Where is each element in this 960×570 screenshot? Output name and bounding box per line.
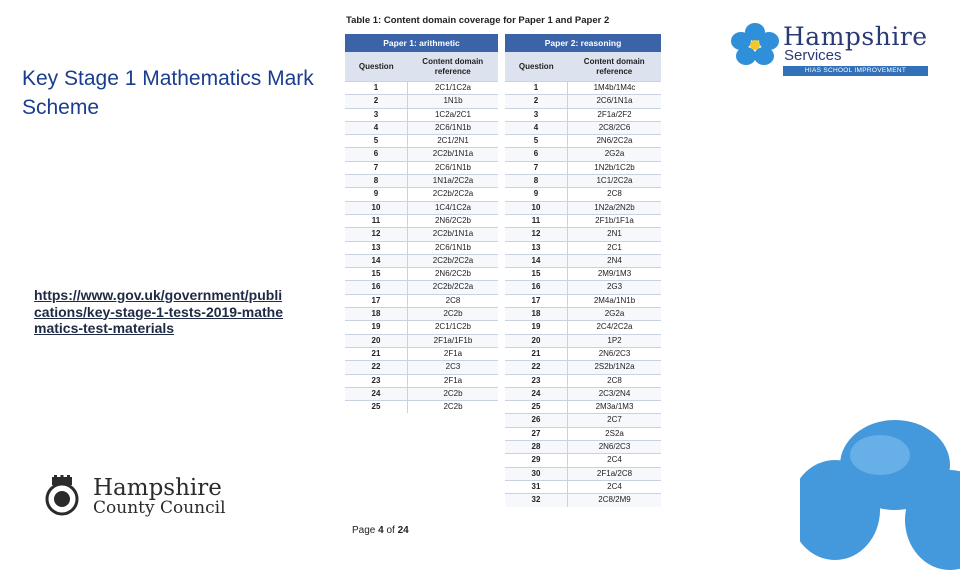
table-row bbox=[505, 281, 661, 294]
table-row bbox=[505, 454, 661, 467]
table-row bbox=[505, 494, 661, 507]
table-row bbox=[505, 361, 661, 374]
question-number: 16 bbox=[505, 281, 568, 294]
content-domain-reference: 2C6/1N1b bbox=[408, 161, 499, 174]
paper2-question-header: Question bbox=[505, 52, 568, 82]
table-row bbox=[505, 387, 661, 400]
question-number: 13 bbox=[505, 241, 568, 254]
content-domain-reference: 2N6/2C2a bbox=[568, 135, 662, 148]
table-row bbox=[345, 334, 498, 347]
question-number: 5 bbox=[345, 135, 408, 148]
table-row bbox=[505, 161, 661, 174]
content-domain-reference: 2C1/1C2a bbox=[408, 82, 499, 95]
content-domain-reference: 2M4a/1N1b bbox=[568, 294, 662, 307]
question-number: 11 bbox=[505, 214, 568, 227]
content-domain-reference: 2C2b bbox=[408, 387, 499, 400]
content-domain-reference: 2C2b/2C2a bbox=[408, 254, 499, 267]
question-number: 20 bbox=[505, 334, 568, 347]
question-number: 11 bbox=[345, 214, 408, 227]
paper1-caption: Paper 1: arithmetic bbox=[345, 34, 498, 52]
content-domain-reference: 2C8 bbox=[568, 374, 662, 387]
question-number: 6 bbox=[505, 148, 568, 161]
table-row bbox=[345, 308, 498, 321]
table-row bbox=[505, 441, 661, 454]
table-row bbox=[505, 414, 661, 427]
table-row bbox=[505, 148, 661, 161]
content-domain-reference: 1P2 bbox=[568, 334, 662, 347]
paper1-reference-header: Content domain reference bbox=[408, 52, 499, 82]
page-number bbox=[352, 525, 409, 536]
question-number: 19 bbox=[505, 321, 568, 334]
question-number: 17 bbox=[345, 294, 408, 307]
table-row bbox=[505, 427, 661, 440]
paper2-reference-header: Content domain reference bbox=[568, 52, 662, 82]
page-label: Page bbox=[352, 525, 376, 536]
question-number: 18 bbox=[345, 308, 408, 321]
content-domain-reference: 2C1/2N1 bbox=[408, 135, 499, 148]
table-row bbox=[345, 82, 498, 95]
content-domain-reference: 2C2b/1N1a bbox=[408, 148, 499, 161]
content-domain-reference: 1M4b/1M4c bbox=[568, 82, 662, 95]
table-row bbox=[505, 241, 661, 254]
content-domain-reference: 2C3/2N4 bbox=[568, 387, 662, 400]
content-domain-reference: 2C8 bbox=[408, 294, 499, 307]
content-domain-reference: 2C6/1N1b bbox=[408, 241, 499, 254]
logo-word: Hampshire bbox=[783, 22, 928, 51]
content-domain-reference: 1N1a/2C2a bbox=[408, 175, 499, 188]
question-number: 12 bbox=[505, 228, 568, 241]
content-domain-reference: 2C4 bbox=[568, 480, 662, 493]
table-row bbox=[345, 228, 498, 241]
table-row bbox=[345, 294, 498, 307]
question-number: 31 bbox=[505, 480, 568, 493]
table-row bbox=[505, 321, 661, 334]
table-row bbox=[345, 188, 498, 201]
question-number: 12 bbox=[345, 228, 408, 241]
question-number: 13 bbox=[345, 241, 408, 254]
content-domain-reference: 2G3 bbox=[568, 281, 662, 294]
table-row bbox=[505, 108, 661, 121]
table-row bbox=[505, 175, 661, 188]
content-domain-reference: 2G2a bbox=[568, 308, 662, 321]
content-domain-reference: 1N2a/2N2b bbox=[568, 201, 662, 214]
paper2-table bbox=[505, 34, 661, 507]
content-domain-reference: 2C4/2C2a bbox=[568, 321, 662, 334]
question-number: 8 bbox=[505, 175, 568, 188]
content-domain-reference: 2M3a/1M3 bbox=[568, 401, 662, 414]
logo-subtitle: Services bbox=[784, 47, 842, 64]
question-number: 4 bbox=[505, 121, 568, 134]
question-number: 24 bbox=[345, 387, 408, 400]
table-row bbox=[505, 467, 661, 480]
question-number: 25 bbox=[345, 401, 408, 414]
question-number: 8 bbox=[345, 175, 408, 188]
content-domain-reference: 2C7 bbox=[568, 414, 662, 427]
content-domain-reference: 2N6/2C3 bbox=[568, 441, 662, 454]
table-row bbox=[345, 214, 498, 227]
council-logo-subtitle: County Council bbox=[93, 498, 226, 518]
table-row bbox=[345, 121, 498, 134]
question-number: 21 bbox=[345, 347, 408, 360]
question-number: 9 bbox=[505, 188, 568, 201]
table-row bbox=[345, 148, 498, 161]
table-row bbox=[505, 95, 661, 108]
content-domain-reference: 2N6/2C2b bbox=[408, 268, 499, 281]
question-number: 29 bbox=[505, 454, 568, 467]
table-row bbox=[505, 228, 661, 241]
question-number: 9 bbox=[345, 188, 408, 201]
content-domain-reference: 2N4 bbox=[568, 254, 662, 267]
table-row bbox=[505, 135, 661, 148]
content-domain-reference: 2F1a/1F1b bbox=[408, 334, 499, 347]
question-number: 5 bbox=[505, 135, 568, 148]
question-number: 21 bbox=[505, 347, 568, 360]
content-domain-reference: 2C2b/1N1a bbox=[408, 228, 499, 241]
question-number: 28 bbox=[505, 441, 568, 454]
content-domain-reference: 2N1 bbox=[568, 228, 662, 241]
paper1-question-header: Question bbox=[345, 52, 408, 82]
page-of: of bbox=[386, 525, 395, 536]
hampshire-county-council-logo bbox=[40, 475, 250, 520]
content-domain-reference: 2F1a/2F2 bbox=[568, 108, 662, 121]
question-number: 14 bbox=[505, 254, 568, 267]
table-row bbox=[345, 201, 498, 214]
question-number: 32 bbox=[505, 494, 568, 507]
table-row bbox=[505, 334, 661, 347]
table-row bbox=[345, 135, 498, 148]
question-number: 22 bbox=[345, 361, 408, 374]
content-domain-reference: 2N6/2C2b bbox=[408, 214, 499, 227]
flower-icon bbox=[730, 22, 780, 66]
question-number: 19 bbox=[345, 321, 408, 334]
table-row bbox=[505, 374, 661, 387]
content-domain-reference: 1N2b/1C2b bbox=[568, 161, 662, 174]
decorative-flower-icon bbox=[800, 410, 960, 570]
question-number: 18 bbox=[505, 308, 568, 321]
paper2-caption: Paper 2: reasoning bbox=[505, 34, 661, 52]
question-number: 7 bbox=[505, 161, 568, 174]
question-number: 7 bbox=[345, 161, 408, 174]
table-row bbox=[345, 374, 498, 387]
table-row bbox=[345, 161, 498, 174]
question-number: 24 bbox=[505, 387, 568, 400]
table-row bbox=[345, 95, 498, 108]
paper2-table-body bbox=[505, 82, 661, 507]
table-row bbox=[345, 401, 498, 414]
table-row bbox=[505, 268, 661, 281]
question-number: 23 bbox=[345, 374, 408, 387]
content-domain-reference: 2C2b bbox=[408, 401, 499, 414]
table-row bbox=[345, 281, 498, 294]
table-row bbox=[505, 294, 661, 307]
question-number: 6 bbox=[345, 148, 408, 161]
question-number: 17 bbox=[505, 294, 568, 307]
content-domain-reference: 2S2b/1N2a bbox=[568, 361, 662, 374]
page-current: 4 bbox=[378, 525, 384, 536]
question-number: 1 bbox=[345, 82, 408, 95]
question-number: 26 bbox=[505, 414, 568, 427]
table-row bbox=[505, 347, 661, 360]
resource-link[interactable]: https://www.gov.uk/government/publications/key-stage-1-tests-2019-mathematics-test-materials bbox=[34, 287, 283, 336]
question-number: 15 bbox=[345, 268, 408, 281]
question-number: 25 bbox=[505, 401, 568, 414]
question-number: 30 bbox=[505, 467, 568, 480]
content-domain-reference: 2C4 bbox=[568, 454, 662, 467]
question-number: 27 bbox=[505, 427, 568, 440]
crest-icon bbox=[40, 475, 84, 519]
content-domain-reference: 1N1b bbox=[408, 95, 499, 108]
content-domain-reference: 2C8/2M9 bbox=[568, 494, 662, 507]
content-domain-reference: 2M9/1M3 bbox=[568, 268, 662, 281]
question-number: 10 bbox=[345, 201, 408, 214]
question-number: 3 bbox=[505, 108, 568, 121]
table-row bbox=[505, 480, 661, 493]
slide-title: Key Stage 1 Mathematics Mark Scheme bbox=[22, 67, 314, 119]
content-domain-reference: 2C8/2C6 bbox=[568, 121, 662, 134]
logo-banner: HIAS SCHOOL IMPROVEMENT bbox=[783, 66, 928, 76]
content-domain-reference: 2C8 bbox=[568, 188, 662, 201]
table-row bbox=[505, 188, 661, 201]
content-domain-reference: 2C2b/2C2a bbox=[408, 188, 499, 201]
table-row bbox=[505, 214, 661, 227]
table-row bbox=[345, 175, 498, 188]
content-domain-reference: 2C2b bbox=[408, 308, 499, 321]
table-row bbox=[505, 201, 661, 214]
question-number: 1 bbox=[505, 82, 568, 95]
table-row bbox=[345, 108, 498, 121]
question-number: 2 bbox=[345, 95, 408, 108]
table-row bbox=[345, 361, 498, 374]
table-row bbox=[345, 347, 498, 360]
question-number: 2 bbox=[505, 95, 568, 108]
content-domain-reference: 2F1a/2C8 bbox=[568, 467, 662, 480]
table-row bbox=[345, 321, 498, 334]
content-domain-reference: 2G2a bbox=[568, 148, 662, 161]
content-domain-reference: 2C1 bbox=[568, 241, 662, 254]
content-domain-reference: 2F1b/1F1a bbox=[568, 214, 662, 227]
question-number: 4 bbox=[345, 121, 408, 134]
content-domain-reference: 2N6/2C3 bbox=[568, 347, 662, 360]
content-domain-reference: 2C6/1N1b bbox=[408, 121, 499, 134]
table-row bbox=[345, 254, 498, 267]
content-domain-reference: 1C2a/2C1 bbox=[408, 108, 499, 121]
paper1-table bbox=[345, 34, 498, 413]
question-number: 16 bbox=[345, 281, 408, 294]
content-domain-reference: 2S2a bbox=[568, 427, 662, 440]
table-row bbox=[505, 308, 661, 321]
content-domain-reference: 2F1a bbox=[408, 374, 499, 387]
content-domain-reference: 2C1/1C2b bbox=[408, 321, 499, 334]
table-row bbox=[345, 241, 498, 254]
content-domain-reference: 2C2b/2C2a bbox=[408, 281, 499, 294]
table-row bbox=[345, 387, 498, 400]
hampshire-services-logo bbox=[730, 22, 935, 80]
document-table-title: Table 1: Content domain coverage for Paper 1 and Paper 2 bbox=[346, 15, 610, 26]
table-row bbox=[505, 254, 661, 267]
question-number: 22 bbox=[505, 361, 568, 374]
content-domain-reference: 2C3 bbox=[408, 361, 499, 374]
table-row bbox=[505, 401, 661, 414]
question-number: 3 bbox=[345, 108, 408, 121]
content-domain-reference: 1C1/2C2a bbox=[568, 175, 662, 188]
question-number: 15 bbox=[505, 268, 568, 281]
question-number: 20 bbox=[345, 334, 408, 347]
paper1-table-body bbox=[345, 82, 498, 414]
content-domain-reference: 2F1a bbox=[408, 347, 499, 360]
content-domain-reference: 1C4/1C2a bbox=[408, 201, 499, 214]
content-domain-reference: 2C6/1N1a bbox=[568, 95, 662, 108]
question-number: 23 bbox=[505, 374, 568, 387]
page-total: 24 bbox=[397, 525, 409, 536]
table-row bbox=[505, 121, 661, 134]
council-logo-word: Hampshire bbox=[93, 475, 222, 501]
table-row bbox=[505, 82, 661, 95]
question-number: 10 bbox=[505, 201, 568, 214]
table-row bbox=[345, 268, 498, 281]
question-number: 14 bbox=[345, 254, 408, 267]
